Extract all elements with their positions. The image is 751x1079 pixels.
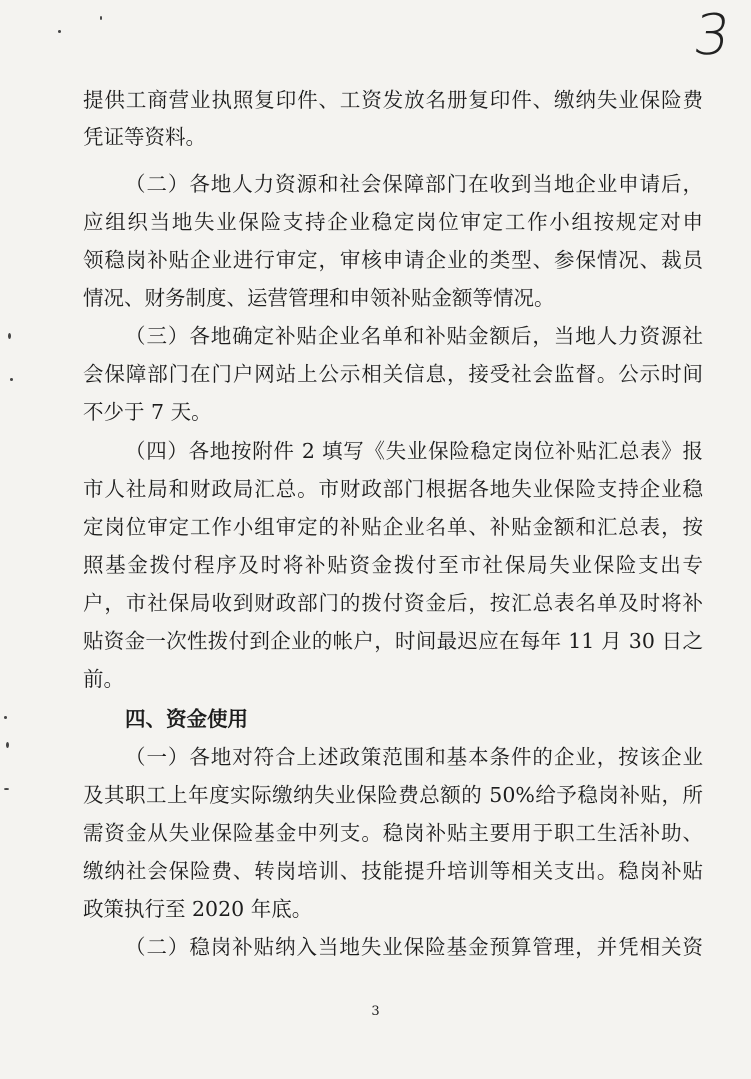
body-text-line: 提供工商营业执照复印件、工资发放名册复印件、缴纳失业保险费 — [83, 88, 703, 112]
scan-speck — [100, 16, 102, 20]
body-text-line: （二）稳岗补贴纳入当地失业保险基金预算管理，并凭相关资 — [125, 935, 703, 959]
page-number: 3 — [371, 1004, 380, 1019]
body-text-line: 凭证等资料。 — [83, 125, 206, 149]
body-text-line: 前。 — [83, 667, 124, 691]
body-text-line: （三）各地确定补贴企业名单和补贴金额后，当地人力资源社 — [125, 324, 703, 348]
body-text-line: 政策执行至 2020 年底。 — [83, 897, 313, 921]
handwritten-page-mark: 3 — [689, 3, 735, 68]
body-text-line: 户，市社保局收到财政部门的拨付资金后，按汇总表名单及时将补 — [83, 591, 703, 615]
scan-speck — [6, 742, 9, 748]
body-text-line: 会保障部门在门户网站上公示相关信息，接受社会监督。公示时间 — [83, 362, 703, 386]
body-text-line: 领稳岗补贴企业进行审定，审核申请企业的类型、参保情况、裁员 — [83, 248, 703, 272]
body-text-line: 缴纳社会保险费、转岗培训、技能提升培训等相关支出。稳岗补贴 — [83, 859, 703, 883]
body-text-line: 应组织当地失业保险支持企业稳定岗位审定工作小组按规定对申 — [83, 210, 703, 234]
body-text-line: 贴资金一次性拨付到企业的帐户，时间最迟应在每年 11 月 30 日之 — [83, 629, 703, 653]
body-text-line: 需资金从失业保险基金中列支。稳岗补贴主要用于职工生活补助、 — [83, 821, 703, 845]
scan-speck — [58, 30, 61, 33]
scan-speck — [4, 716, 7, 719]
body-text-line: （二）各地人力资源和社会保障部门在收到当地企业申请后， — [125, 172, 703, 196]
body-text-line: 市人社局和财政局汇总。市财政部门根据各地失业保险支持企业稳 — [83, 477, 703, 501]
scan-speck — [8, 333, 11, 339]
body-text-line: 定岗位审定工作小组审定的补贴企业名单、补贴金额和汇总表，按 — [83, 515, 703, 539]
body-text-line: 情况、财务制度、运营管理和申领补贴金额等情况。 — [83, 286, 555, 310]
section-heading: 四、资金使用 — [125, 707, 248, 731]
body-text-line: 照基金拨付程序及时将补贴资金拨付至市社保局失业保险支出专 — [83, 553, 703, 577]
body-text-line: 不少于 7 天。 — [83, 400, 212, 424]
body-text-line: 及其职工上年度实际缴纳失业保险费总额的 50%给予稳岗补贴，所 — [83, 783, 703, 807]
scan-speck — [10, 378, 13, 381]
scan-speck — [4, 788, 9, 790]
body-text-line: （四）各地按附件 2 填写《失业保险稳定岗位补贴汇总表》报 — [125, 439, 703, 463]
body-text-line: （一）各地对符合上述政策范围和基本条件的企业，按该企业 — [125, 745, 703, 769]
